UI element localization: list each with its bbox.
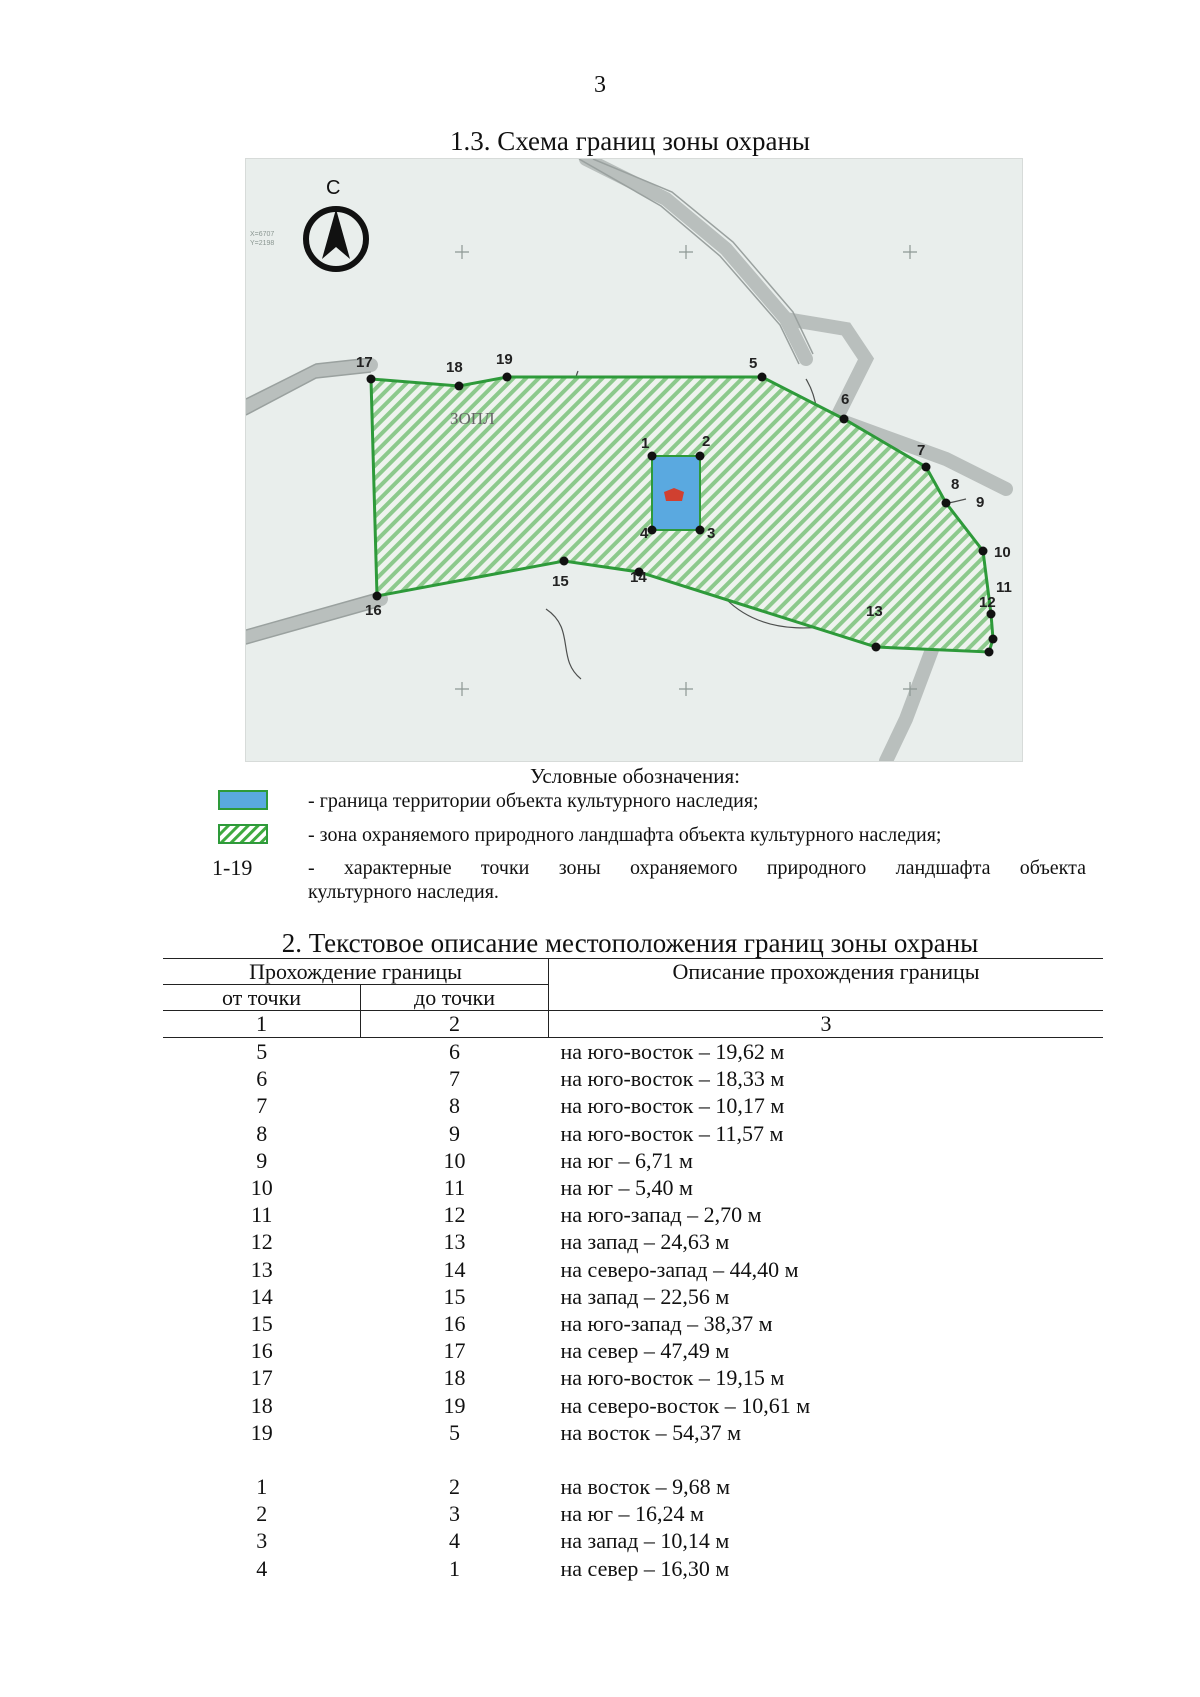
- description-cell: на юг – 5,40 м: [560, 1175, 693, 1201]
- point-label: 3: [707, 525, 716, 542]
- table-row: [163, 1174, 1103, 1201]
- col-number: 1: [163, 1011, 361, 1038]
- from-point-cell: 13: [250, 1256, 273, 1282]
- header-from: от точки: [163, 985, 361, 1011]
- table-row: [163, 1500, 1103, 1527]
- table-row: [163, 1473, 1103, 1500]
- table-row: [163, 1038, 1103, 1066]
- point-label: 4: [640, 525, 649, 542]
- from-point-cell: 17: [250, 1365, 273, 1391]
- description-cell: на юго-восток – 10,17 м: [560, 1093, 785, 1119]
- description-cell: на юго-восток – 11,57 м: [560, 1120, 784, 1146]
- legend-points-text-line1: - характерные точки зоны охраняемого природного ландшафта объекта: [308, 857, 1086, 879]
- table-row: [163, 1201, 1103, 1228]
- header-description: Описание прохождения границы: [549, 959, 1104, 1011]
- point-label: 2: [702, 433, 711, 450]
- description-cell: на север – 47,49 м: [560, 1338, 730, 1364]
- table-row: [163, 1555, 1103, 1582]
- to-point-cell: 14: [443, 1256, 466, 1282]
- table-row: [163, 1392, 1103, 1419]
- point-label: 10: [994, 544, 1011, 561]
- from-point-cell: 11: [251, 1202, 273, 1228]
- to-point-cell: 10: [443, 1147, 466, 1173]
- description-cell: на запад – 24,63 м: [560, 1229, 730, 1255]
- legend-points-code: 1-19: [212, 855, 253, 880]
- from-point-cell: 18: [250, 1392, 273, 1418]
- from-point-cell: 15: [250, 1311, 273, 1337]
- from-point-cell: 9: [256, 1147, 268, 1173]
- to-point-cell: 9: [449, 1120, 460, 1146]
- to-point-cell: 3: [449, 1501, 460, 1527]
- map-drawing: [246, 159, 1022, 761]
- point-label: 16: [365, 602, 382, 619]
- description-cell: на юго-восток – 19,62 м: [560, 1039, 785, 1064]
- point-label: 1: [641, 435, 650, 452]
- point-label: 17: [356, 354, 373, 371]
- point-label: 13: [866, 603, 883, 620]
- description-cell: на юго-запад – 38,37 м: [560, 1311, 773, 1337]
- table-row: [163, 1147, 1103, 1174]
- boundary-map: [245, 158, 1023, 762]
- point-label: 14: [630, 569, 647, 586]
- north-label: С: [326, 177, 341, 199]
- zone-label: ЗОПЛ: [450, 409, 495, 428]
- description-cell: на северо-восток – 10,61 м: [560, 1392, 811, 1418]
- table-row: [163, 1256, 1103, 1283]
- territory-swatch: [218, 790, 268, 810]
- legend-zone-text: - зона охраняемого природного ландшафта объекта культурного наследия;: [308, 824, 942, 846]
- to-point-cell: 2: [449, 1474, 460, 1500]
- to-point-cell: 18: [443, 1365, 466, 1391]
- table-row: [163, 1419, 1103, 1446]
- to-point-cell: 6: [449, 1039, 460, 1064]
- to-point-cell: 15: [443, 1283, 466, 1309]
- from-point-cell: 19: [250, 1419, 273, 1445]
- from-point-cell: 7: [256, 1093, 268, 1119]
- from-point-cell: 8: [256, 1120, 268, 1146]
- description-cell: на юго-запад – 2,70 м: [560, 1202, 762, 1228]
- legend-caption: Условные обозначения:: [529, 764, 741, 788]
- to-point-cell: 11: [443, 1175, 466, 1201]
- to-point-cell: 16: [443, 1311, 466, 1337]
- to-point-cell: 1: [449, 1555, 460, 1581]
- legend-territory-text: - граница территории объекта культурного наследия;: [308, 790, 759, 812]
- table-gap: [163, 1446, 1103, 1473]
- col-number: 2: [361, 1011, 549, 1038]
- from-point-cell: 10: [250, 1175, 273, 1201]
- point-label: 19: [496, 351, 513, 368]
- point-label: 11: [996, 579, 1012, 596]
- to-point-cell: 5: [449, 1419, 460, 1445]
- page-number: 3: [594, 72, 606, 98]
- header-to: до точки: [361, 985, 549, 1011]
- description-cell: на восток – 9,68 м: [560, 1474, 731, 1500]
- table-row: [163, 1065, 1103, 1092]
- table-row: [163, 1228, 1103, 1255]
- table-row: [163, 1527, 1103, 1554]
- section-title-scheme: 1.3. Схема границ зоны охраны: [449, 126, 811, 156]
- point-label: 6: [841, 391, 850, 408]
- to-point-cell: 13: [443, 1229, 466, 1255]
- table-row: [163, 1364, 1103, 1391]
- point-label: 7: [917, 442, 926, 459]
- to-point-cell: 4: [449, 1528, 460, 1554]
- description-cell: на юг – 16,24 м: [560, 1501, 704, 1527]
- point-label: 5: [749, 355, 758, 372]
- table-body-inner: [163, 1473, 1103, 1582]
- to-point-cell: 8: [449, 1093, 460, 1119]
- from-point-cell: 5: [256, 1039, 268, 1064]
- header-group: Прохождение границы: [163, 959, 549, 985]
- from-point-cell: 3: [256, 1528, 268, 1554]
- point-label: 15: [552, 573, 569, 590]
- point-label: 8: [951, 476, 960, 493]
- zone-hatch-swatch: [218, 824, 268, 844]
- table-row: [163, 1092, 1103, 1119]
- point-label: 9: [976, 494, 985, 511]
- to-point-cell: 7: [449, 1066, 460, 1092]
- from-point-cell: 1: [256, 1474, 268, 1500]
- legend-points-text-line2: культурного наследия.: [308, 881, 499, 903]
- table-row: [163, 1283, 1103, 1310]
- to-point-cell: 19: [443, 1392, 466, 1418]
- table-row: [163, 1337, 1103, 1364]
- from-point-cell: 4: [256, 1555, 268, 1581]
- description-cell: на восток – 54,37 м: [560, 1419, 742, 1445]
- section-title-description: 2. Текстовое описание местоположения границ зоны охраны: [281, 928, 979, 958]
- from-point-cell: 16: [250, 1338, 273, 1364]
- boundary-table: [163, 958, 1103, 1582]
- table-row: [163, 1310, 1103, 1337]
- description-cell: на северо-запад – 44,40 м: [560, 1256, 799, 1282]
- from-point-cell: 2: [256, 1501, 268, 1527]
- point-label: 12: [979, 594, 996, 611]
- from-point-cell: 6: [256, 1066, 268, 1092]
- col-number: 3: [549, 1011, 1104, 1038]
- table-row: [163, 1120, 1103, 1147]
- from-point-cell: 12: [250, 1229, 273, 1255]
- coord-y: Y=2198: [250, 240, 275, 247]
- point-label: 18: [446, 359, 463, 376]
- description-cell: на запад – 10,14 м: [560, 1528, 730, 1554]
- description-cell: на север – 16,30 м: [560, 1555, 730, 1581]
- description-cell: на запад – 22,56 м: [560, 1283, 730, 1309]
- table-body-outer: [163, 1038, 1103, 1447]
- description-cell: на юго-восток – 19,15 м: [560, 1365, 785, 1391]
- to-point-cell: 17: [443, 1338, 466, 1364]
- description-cell: на юго-восток – 18,33 м: [560, 1066, 785, 1092]
- to-point-cell: 12: [443, 1202, 466, 1228]
- description-cell: на юг – 6,71 м: [560, 1147, 693, 1173]
- from-point-cell: 14: [250, 1283, 273, 1309]
- north-arrow-icon: [306, 209, 366, 269]
- coord-x: X=6707: [250, 231, 275, 238]
